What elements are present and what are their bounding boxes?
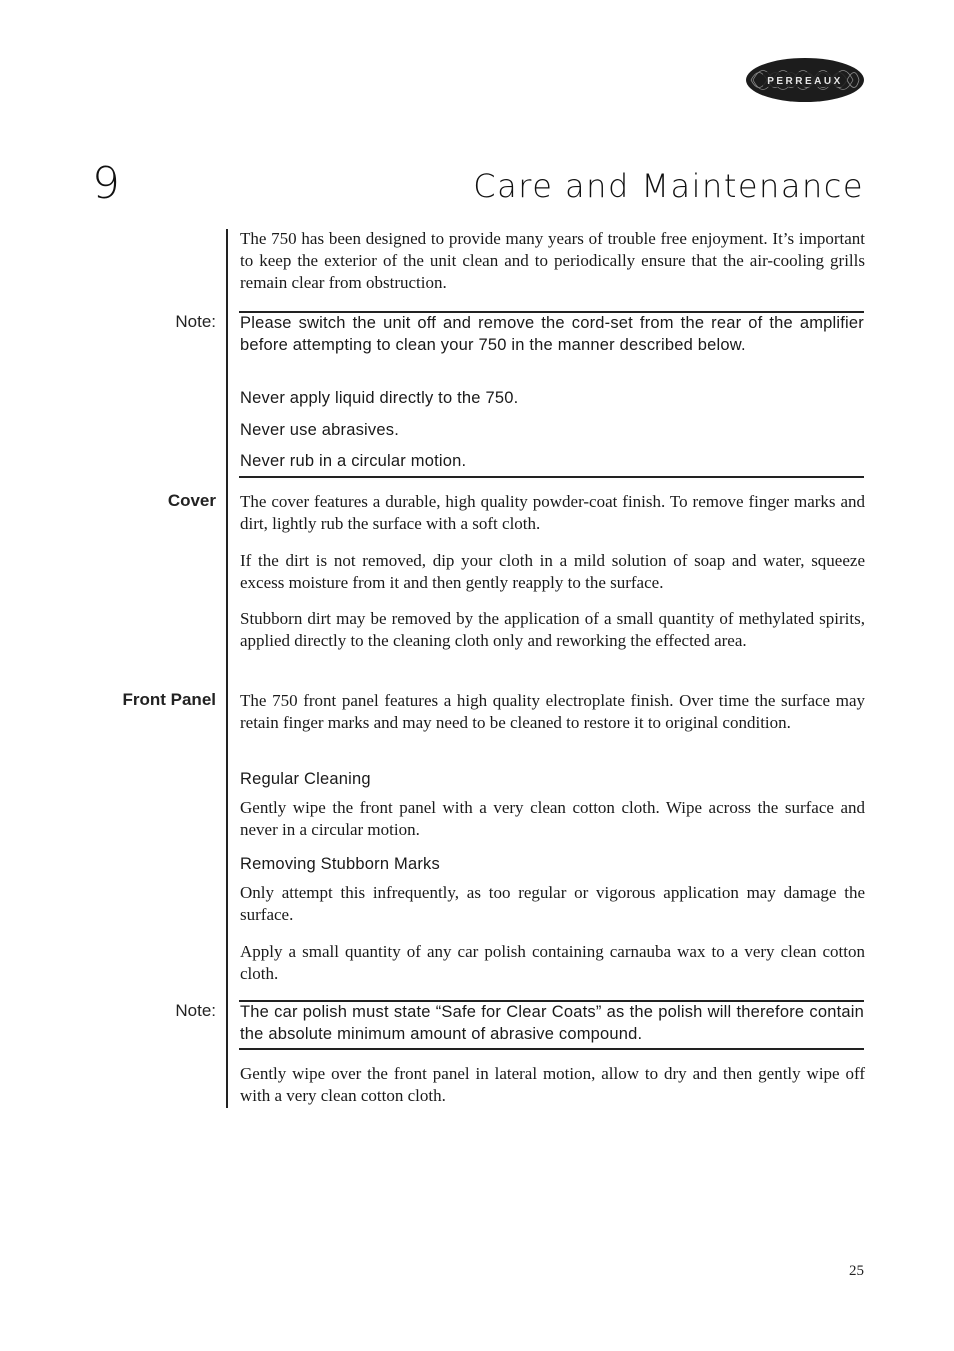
- stubborn-marks-text-2: Apply a small quantity of any car polish containing carnauba wax to a very clean cotton cloth.: [240, 942, 865, 983]
- margin-rule: [226, 229, 228, 1108]
- note-warning-abrasives: Never use abrasives.: [240, 421, 399, 439]
- cover-paragraph-2: If the dirt is not removed, dip your cloth in a mild solution of soap and water, squeeze excess moisture from it and then gently reapply to the surface.: [240, 551, 865, 592]
- closing-paragraph: Gently wipe over the front panel in lateral motion, allow to dry and then gently wipe off with a very clean cotton cloth.: [240, 1064, 865, 1105]
- note-warning-liquid: Never apply liquid directly to the 750.: [240, 389, 519, 407]
- note-label: Note:: [175, 312, 216, 331]
- page-number: 25: [849, 1263, 864, 1279]
- cover-paragraph-3: Stubborn dirt may be removed by the application of a small quantity of methylated spirits, applied directly to the cleaning cloth only and reworking the effected area.: [240, 609, 865, 650]
- chapter-number: 9: [92, 158, 121, 209]
- perreaux-logo: [745, 57, 865, 103]
- regular-cleaning-text: Gently wipe the front panel with a very clean cotton cloth. Wipe across the surface and never in a circular motion.: [240, 798, 865, 839]
- note2-label: Note:: [175, 1001, 216, 1020]
- stubborn-marks-text-1: Only attempt this infrequently, as too regular or vigorous application may damage the surface.: [240, 883, 865, 924]
- regular-cleaning-heading: Regular Cleaning: [240, 770, 371, 788]
- cover-paragraph-1: The cover features a durable, high quality powder-coat finish. To remove finger marks and dirt, lightly rub the surface with a soft cloth.: [240, 492, 865, 533]
- stubborn-marks-heading: Removing Stubborn Marks: [240, 855, 440, 873]
- logo-text: PERREAUX: [767, 76, 843, 87]
- cover-label: Cover: [167, 491, 216, 510]
- chapter-title: Care and Maintenance: [473, 167, 864, 205]
- note-warning-circular: Never rub in a circular motion.: [240, 452, 467, 470]
- note-bottom-divider: [239, 476, 864, 478]
- note2-bottom-divider: [239, 1048, 864, 1050]
- note2-text: The car polish must state “Safe for Clear Coats” as the polish will therefore contain the absolute minimum amount of abrasive compound.: [240, 1003, 864, 1043]
- note-text: Please switch the unit off and remove the cord-set from the rear of the amplifier before attempting to clean your 750 in the manner described below.: [240, 314, 864, 354]
- front-panel-paragraph: The 750 front panel features a high quality electroplate finish. Over time the surface may retain finger marks and may need to be cleaned to restore it to original condition.: [240, 691, 865, 732]
- intro-paragraph: The 750 has been designed to provide many years of trouble free enjoyment. It’s important to keep the exterior of the unit clean and to periodically ensure that the air-cooling grills remain clear from obstruction.: [240, 229, 865, 292]
- front-panel-label: Front Panel: [122, 690, 216, 709]
